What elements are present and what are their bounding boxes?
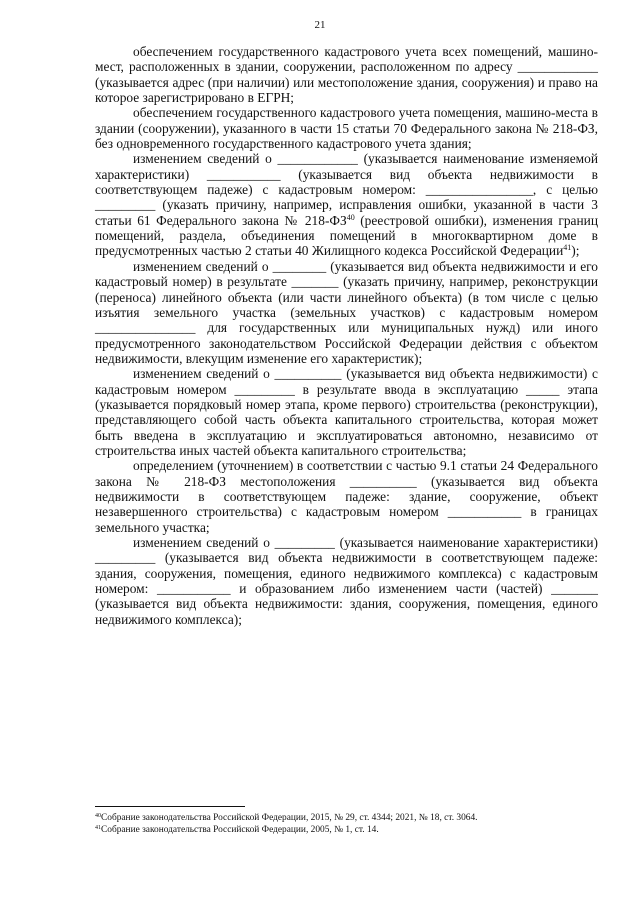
paragraph-1: обеспечением государственного кадастрового учета всех помещений, машино-мест, расположенных в здании, сооружении, расположенном по адресу ____________ (указывается адрес (при наличии) или местоположение здания, сооружения) и право на которое зарегистрировано в ЕГРН; bbox=[95, 44, 598, 106]
footnote-40 bbox=[95, 812, 598, 824]
footnote-40-mark: 40 bbox=[95, 813, 101, 819]
page-number: 21 bbox=[314, 19, 326, 31]
footnote-ref-40: 40 bbox=[346, 212, 355, 222]
footnote-40-text: Собрание законодательства Российской Федерации, 2015, № 29, ст. 4344; 2021, № 18, ст. 3064. bbox=[101, 813, 478, 823]
footnote-41-text: Собрание законодательства Российской Федерации, 2005, № 1, ст. 14. bbox=[101, 825, 379, 835]
footnote-divider bbox=[95, 806, 245, 807]
paragraph-7: изменением сведений о _________ (указывается наименование характеристики) _________ (указывается вид объекта недвижимости в соответствующем падеже: здания, сооружения, помещения, единого недвижимого комплекса) с кадастровым номером: ___________ и образованием либо изменением части (частей) _______ (указывается вид объекта недвижимости: здания, сооружения, помещения, единого недвижимого комплекса); bbox=[95, 535, 598, 627]
footnotes bbox=[95, 812, 598, 836]
paragraph-6: определением (уточнением) в соответствии с частью 9.1 статьи 24 Федерального закона № 218-ФЗ местоположения __________ (указывается вид объекта недвижимости в соответствующем падеже: здание, сооружение, объект незавершенного строительства) с кадастровым номером ___________ в границах земельного участка; bbox=[95, 458, 598, 535]
paragraph-3 bbox=[95, 151, 598, 258]
paragraph-4: изменением сведений о ________ (указывается вид объекта недвижимости и его кадастровый номер) в результате _______ (указать причину, например, реконструкции (переноса) линейного объекта (или части линейного объекта) (в том числе с целью изъятия земельного участка (земельных участков) с кадастровым номером _______________ для государственных или муниципальных нужд) или иного предусмотренного законодательством Российской Федерации действия с объектом недвижимости, влекущим изменение его характеристик); bbox=[95, 258, 598, 366]
footnote-41-mark: 41 bbox=[95, 825, 101, 831]
footnote-ref-41: 41 bbox=[563, 243, 572, 253]
document-body bbox=[95, 44, 598, 627]
paragraph-3-text: изменением сведений о ____________ (указывается наименование изменяемой характеристики) ___________ (указывается вид объекта недвижимости в соответствующем падеже) с кадастровым номером: ________________, с целью _________ (указать причину, например, исправления ошибки, указанной в части 3 статьи 61 Федерального закона № 218-ФЗ bbox=[95, 151, 598, 228]
paragraph-3-end: ); bbox=[571, 243, 580, 259]
footnote-41 bbox=[95, 824, 598, 836]
paragraph-5: изменением сведений о __________ (указывается вид объекта недвижимости) с кадастровым номером _________ в результате ввода в эксплуатацию _____ этапа (указывается порядковый номер этапа, кроме первого) строительства (реконструкции), представляющего собой часть объекта капитального строительства, которая может быть введена в эксплуатацию и эксплуатироваться автономно, независимо от строительства иных частей объекта капитального строительства; bbox=[95, 366, 598, 458]
paragraph-2: обеспечением государственного кадастрового учета помещения, машино-места в здании (сооружении), указанного в части 15 статьи 70 Федерального закона № 218-ФЗ, без одновременного государственного кадастрового учета здания; bbox=[95, 105, 598, 152]
paragraph-3-tail: (реестровой ошибки), изменения границ помещений, раздела, объединения помещений в многоквартирном доме в предусмотренных частью 2 статьи 40 Жилищного кодекса Российской Федерации bbox=[95, 212, 598, 259]
